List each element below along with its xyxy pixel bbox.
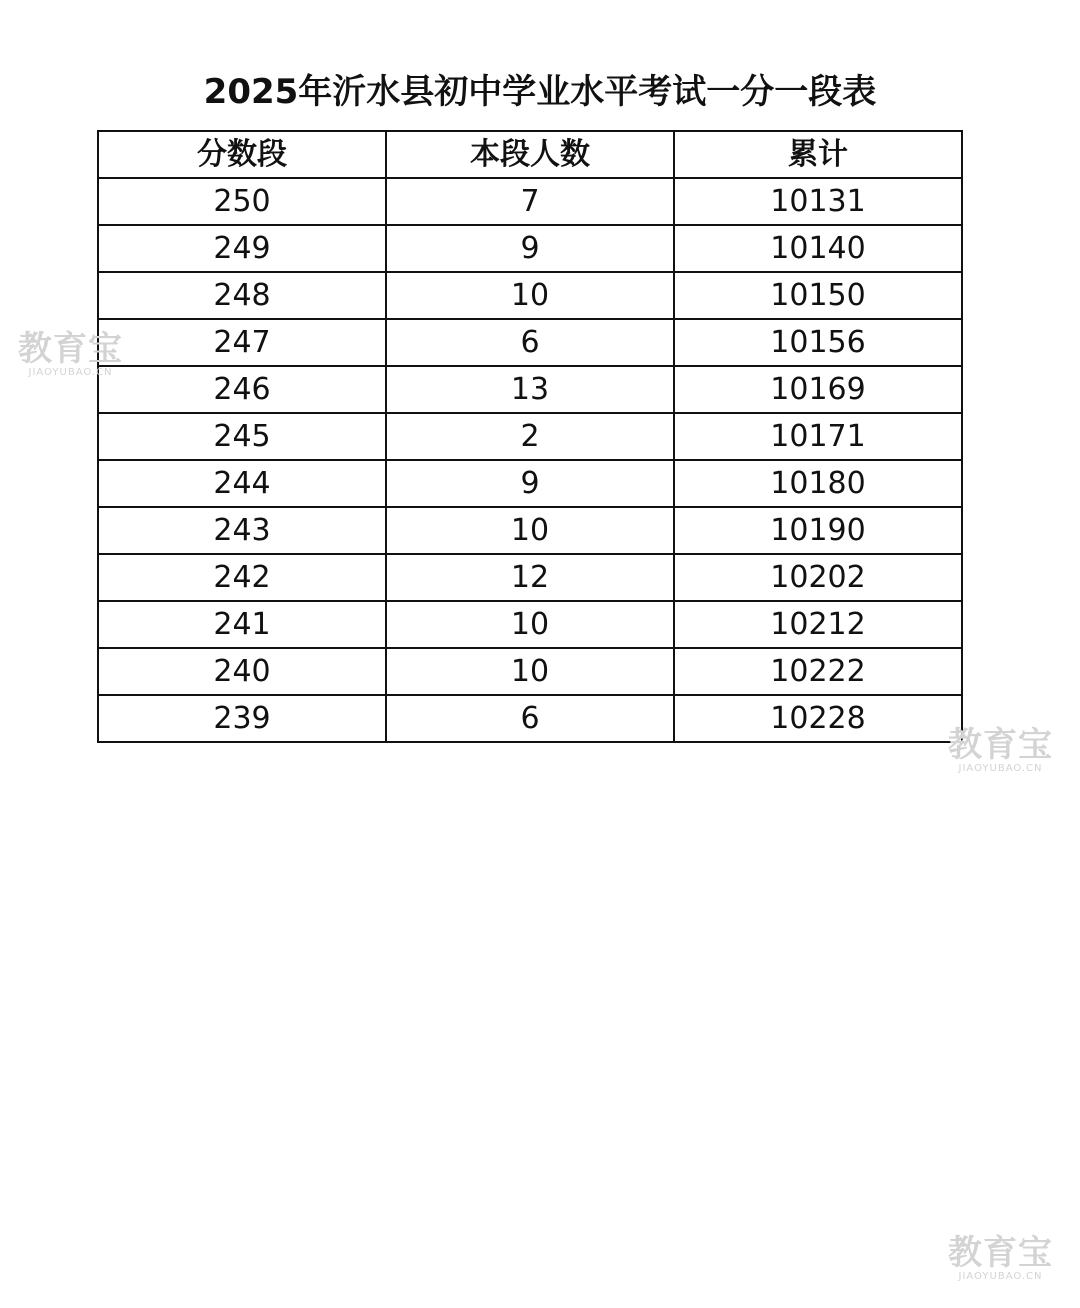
table-row	[98, 507, 962, 554]
table-row	[98, 413, 962, 460]
watermark-domain: JIAOYUBAO.CN	[28, 367, 113, 378]
count-cell: 10	[386, 507, 674, 554]
score-cell: 239	[98, 695, 386, 742]
total-cell: 10140	[674, 225, 962, 272]
table-row	[98, 225, 962, 272]
count-cell: 9	[386, 225, 674, 272]
watermark-logo	[948, 1233, 1053, 1282]
count-cell: 12	[386, 554, 674, 601]
table-row	[98, 648, 962, 695]
table-row	[98, 460, 962, 507]
table-row	[98, 695, 962, 742]
watermark-text: 教育宝	[948, 1233, 1053, 1273]
count-cell: 6	[386, 695, 674, 742]
score-cell: 249	[98, 225, 386, 272]
score-cell: 243	[98, 507, 386, 554]
score-cell: 250	[98, 178, 386, 225]
table-row	[98, 272, 962, 319]
score-cell: 245	[98, 413, 386, 460]
watermark-text: 教育宝	[948, 725, 1053, 765]
count-cell: 13	[386, 366, 674, 413]
total-cell: 10190	[674, 507, 962, 554]
score-cell: 240	[98, 648, 386, 695]
table-row	[98, 319, 962, 366]
total-cell: 10169	[674, 366, 962, 413]
count-cell: 9	[386, 460, 674, 507]
total-cell: 10222	[674, 648, 962, 695]
total-cell: 10150	[674, 272, 962, 319]
count-cell: 6	[386, 319, 674, 366]
table-row	[98, 554, 962, 601]
score-cell: 241	[98, 601, 386, 648]
watermark-domain: JIAOYUBAO.CN	[958, 763, 1043, 774]
watermark-logo	[948, 725, 1053, 774]
score-cell: 246	[98, 366, 386, 413]
header-count: 本段人数	[386, 131, 674, 178]
header-row	[98, 131, 962, 178]
table-row	[98, 178, 962, 225]
total-cell: 10180	[674, 460, 962, 507]
header-total: 累计	[674, 131, 962, 178]
watermark-logo	[18, 329, 123, 378]
score-cell: 248	[98, 272, 386, 319]
count-cell: 10	[386, 601, 674, 648]
table-row	[98, 601, 962, 648]
total-cell: 10156	[674, 319, 962, 366]
score-cell: 244	[98, 460, 386, 507]
score-table	[97, 130, 963, 743]
total-cell: 10131	[674, 178, 962, 225]
count-cell: 10	[386, 272, 674, 319]
count-cell: 7	[386, 178, 674, 225]
total-cell: 10171	[674, 413, 962, 460]
total-cell: 10212	[674, 601, 962, 648]
total-cell: 10202	[674, 554, 962, 601]
watermark-domain: JIAOYUBAO.CN	[958, 1271, 1043, 1282]
total-cell: 10228	[674, 695, 962, 742]
page-title: 2025年沂水县初中学业水平考试一分一段表	[203, 72, 877, 112]
score-cell: 242	[98, 554, 386, 601]
count-cell: 10	[386, 648, 674, 695]
score-cell: 247	[98, 319, 386, 366]
count-cell: 2	[386, 413, 674, 460]
table-row	[98, 366, 962, 413]
header-score: 分数段	[98, 131, 386, 178]
watermark-text: 教育宝	[18, 329, 123, 369]
